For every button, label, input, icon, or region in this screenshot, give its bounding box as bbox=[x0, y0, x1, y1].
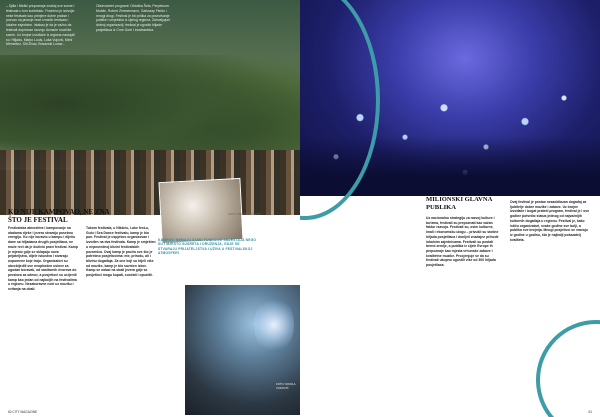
camp-inset-photo bbox=[158, 178, 243, 244]
right-page bbox=[300, 0, 600, 417]
stage-photo bbox=[185, 285, 300, 415]
right-folio: 61 bbox=[588, 410, 592, 414]
left-headline: KO NIJE KAMPOVAO, NE ZNA ŠTO JE FESTIVAL bbox=[8, 208, 110, 224]
right-body-column-1: Uz nacionalnu strategiju za razvoj kulture i turizma, festivali su prepoznati kao važan faktor razvoja. Festivali su, osim kulturne, imali i ekonomsku ulogu – privukli su stotine hiljada posjetilaca i donijeli značajne prihode lokalnim zajednicama. Festivali su postali brend zemlje, a publika iz cijele Evrope ih prepoznaje kao mjesta vrhunske zabave i kvalitetne muzike. Procjenjuje se da su festivali ukupno ugostili više od 300 hiljada posjetilaca. bbox=[426, 216, 499, 268]
stage-light bbox=[254, 295, 294, 355]
right-body-column-2: Ovaj festival je postao nezaobilazan događaj za ljubitelje dobre muzike i zabave. Uz brojne izvođače i bogat prateći program, festival je i ove godine potvrdio status jednog od najvažnijih kulturnih događaja u regionu. Festival je, kako ističu organizatori, svake godine sve bolji, a publika sve brojnija. Mnogi posjetioci se vraćaju iz godine u godinu, što je najbolji pokazatelj kvaliteta. bbox=[510, 200, 590, 242]
left-folio: 60 CITY MAGAZINE bbox=[8, 410, 38, 414]
intro-column-1: – Djilla i Nikšić prepoznaje značaj ove scene i festivala u tom kontekstu. Posebno je izdvojio neke festivale kao primjere dobre prakse i pozvao na jačanje veze između festivala i lokalne zajednice. Istakao je da je važno da festivali doprinose razvoju domaće muzičke scene. Uz brojne izvođače iz regiona nastupili su: Hiljadu, Marko Louis, Luka Vujović, Mimi Mercedez, Siti Živac, Bosanski Lonac... bbox=[6, 4, 75, 47]
left-body-column-2: Tokom festivala, u Nikšiću, Lake fest-u, Gulu i Sea Dance festivalu, kamp je bio pun. Festival je uspješno organizovan i izvođen na dva festivala. Kamp je smješten u neposrednoj blizini festivalskih pozornica. Ovaj kamp je pružio sve što je potrebno posjetiocima: mir, prirodu, ali i blizinu događaja. Za one koji su htjeli više od muzike, kamp je bio savršen izbor. Kamp se nalazi na obali jezera gdje se posjetioci mogu kupati, sunčati i opustiti. bbox=[86, 226, 156, 278]
intro-column-2: Obuhvaćeni programi: Ohioška Šela, Perpetuum Mobile, Robert Zimmermann, Galloway Fields i mnogi drugi. Festival je bio prilika za povezivanje publike i umjetnika iz cijelog regiona. Zahvaljujući dobroj organizaciji, festival je ugostio hiljade posjetilaca iz Crne Gore i inostranstva. bbox=[96, 4, 170, 32]
left-body-column-1: Festivalska atmosfera i kampovanje na obalama rijeke i jezera stvaraju posebnu energiju. Ko nije boravio u kampu i dijelio dane sa hiljadama drugih posjetilaca, ne može reći da je doživio pravi festival. Kamp je mjesto gdje se sklapaju nova prijateljstva, dijele iskustva i stvaraju uspomene koje traju. Organizatori su obezbijedili sve neophodne uslove za ugodan boravak, od sanitarnih čvorova do prostora za odmor, a posjetioci su ocijenili kamp kao jedan od najboljih na festivalima u regionu. Nezaboravne noći uz muziku i svitanja na obali. bbox=[8, 226, 78, 292]
inset-caption: KAMPOVI NEMAJU SAMO FUNKCIJU SMJEŠTAJA NEGO SU I MJESTO SUSRETA I DRUŽENJA, GDJE SE STVARAJU PRIJATELJSTVA I UŽIVA U FESTIVALSKOJ ATMOSFERI bbox=[158, 238, 257, 256]
inset-photo-credit: FOTO: MILENA VUČETIĆ bbox=[228, 212, 261, 216]
decorative-arc-bottom bbox=[536, 320, 600, 417]
stage-photo-credit: FOTO: NIKOLA VUKOVIĆ bbox=[276, 382, 296, 390]
right-headline: MILIONSKI GLAVNA PUBLIKA bbox=[426, 196, 493, 211]
